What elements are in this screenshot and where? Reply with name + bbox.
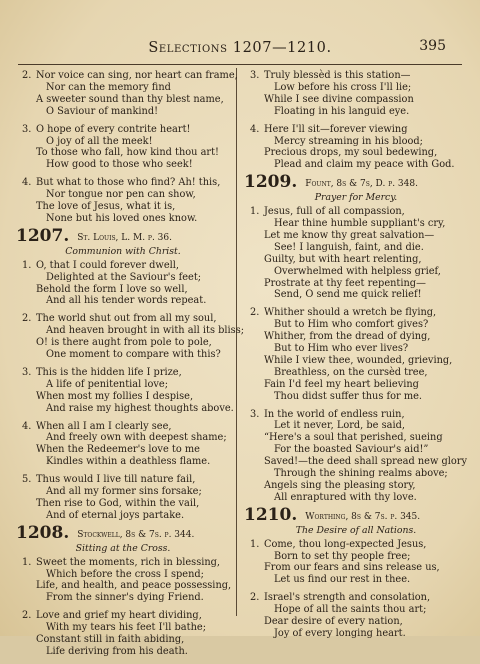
verse-text: Life, and health, and peace possessing,: [36, 580, 232, 592]
stanza: [244, 307, 468, 402]
tune-reference: Worthing, 8s & 7s. p. 345.: [305, 511, 421, 522]
verse-text: Joy of every longing heart.: [274, 627, 406, 639]
hymn-1209: [244, 172, 468, 504]
verse-text: See! I languish, faint, and die.: [274, 241, 424, 253]
verse-text: Guilty, but with heart relenting,: [264, 253, 422, 265]
verse-text: Let us find our rest in thee.: [274, 574, 411, 586]
verse-text: Here I'll sit—forever viewing: [264, 123, 408, 135]
stanza: [244, 70, 468, 118]
verse-line: [16, 456, 230, 468]
verse-line: [16, 136, 230, 148]
verse-text: Constant still in faith abiding,: [36, 634, 185, 646]
hymn-number: 1210.: [244, 504, 298, 525]
verse-line: [244, 391, 468, 403]
verse-line: [16, 313, 230, 325]
verse-text: Through the shining realms above;: [274, 468, 448, 480]
hymn-heading: [244, 172, 468, 193]
hymn-subtitle: Prayer for Mercy.: [314, 192, 398, 204]
stanza-number: 2.: [250, 592, 260, 604]
verse-text: Send, O send me quick relief!: [274, 289, 422, 301]
verse-line: [244, 456, 468, 468]
verse-line: [16, 592, 230, 604]
verse-line: [16, 432, 230, 444]
hymn-subtitle: Communion with Christ.: [65, 245, 181, 257]
verse-text: Nor tongue nor pen can show,: [46, 189, 196, 201]
verse-line: [244, 218, 468, 230]
verse-text: And of eternal joys partake.: [46, 509, 185, 521]
verse-text: O hope of every contrite heart!: [36, 123, 191, 135]
verse-line: [16, 106, 230, 118]
verse-text: But what to those who find? Ah! this,: [36, 177, 221, 189]
stanza: [16, 557, 230, 605]
tune-reference: Stockwell, 8s & 7s. p. 344.: [77, 529, 195, 540]
verse-line: [16, 147, 230, 159]
verse-text: And all my former sins forsake;: [46, 486, 202, 498]
verse-line: [244, 574, 468, 586]
stanza: [16, 124, 230, 172]
verse-text: O joy of all the meek!: [46, 135, 153, 147]
stanza-number: 4.: [22, 420, 32, 432]
verse-text: The world shut out from all my soul,: [36, 313, 217, 325]
verse-text: How good to those who seek!: [46, 159, 193, 171]
verse-line: [244, 604, 468, 616]
verse-text: Low before his cross I'll lie;: [274, 81, 412, 93]
verse-line: [16, 379, 230, 391]
verse-text: Love and grief my heart dividing,: [36, 610, 202, 622]
verse-text: For the boasted Saviour's aid!”: [274, 444, 429, 456]
verse-text: And heaven brought in with all its bliss;: [46, 325, 245, 337]
verse-text: Israel's strength and consolation,: [264, 592, 431, 604]
verse-line: [244, 444, 468, 456]
verse-text: Saved!—the deed shall spread new glory: [264, 456, 467, 468]
stanza: [16, 313, 245, 361]
verse-line: [244, 468, 468, 480]
stanza: [16, 421, 230, 469]
verse-line: [244, 355, 468, 367]
stanza-number: 3.: [22, 366, 32, 378]
verse-line: [244, 551, 468, 563]
hymn-subtitle: Sitting at the Cross.: [75, 542, 171, 554]
verse-text: All enraptured with thy love.: [274, 491, 417, 503]
verse-line: [244, 367, 468, 379]
verse-line: [16, 325, 245, 337]
verse-text: Thou didst suffer thus for me.: [274, 390, 423, 402]
verse-line: [244, 254, 468, 266]
verse-line: [244, 343, 468, 355]
verse-text: One moment to compare with this?: [46, 349, 221, 361]
verse-text: Dear desire of every nation,: [264, 616, 403, 628]
stanza-number: 2.: [250, 307, 260, 319]
tune-reference: Fount, 8s & 7s, D. p. 348.: [305, 179, 418, 190]
verse-line: [16, 94, 230, 106]
running-title: Selections 1207—1210.: [148, 40, 332, 56]
verse-line: [244, 94, 468, 106]
verse-line: [16, 189, 230, 201]
verse-text: Let me know thy great salvation—: [264, 229, 435, 241]
verse-text: Mercy streaming in his blood;: [274, 135, 423, 147]
verse-line: [16, 557, 230, 569]
verse-text: Then rise to God, within the vail,: [36, 498, 200, 509]
left-column: [16, 70, 245, 664]
stanza-number: 2.: [22, 313, 32, 325]
hymn-1208-continued: [244, 70, 468, 171]
verse-line: [16, 421, 230, 433]
verse-text: To those who fall, how kind thou art!: [36, 147, 219, 159]
verse-line: [16, 70, 238, 82]
verse-text: Thus would I live till nature fail,: [36, 474, 196, 486]
stanza: [16, 610, 230, 658]
verse-line: [16, 82, 230, 94]
verse-text: Nor can the memory find: [46, 81, 171, 93]
verse-line: [16, 177, 230, 189]
verse-text: Angels sing the pleasing story,: [264, 480, 416, 491]
stanza: [16, 366, 234, 415]
verse-text: From our fears and sins release us,: [264, 562, 440, 574]
stanza: [16, 70, 238, 118]
verse-line: [244, 147, 468, 159]
stanza-number: 3.: [250, 70, 260, 81]
stanza: [244, 124, 468, 172]
verse-line: [244, 492, 468, 504]
stanza-number: 5.: [22, 474, 32, 486]
verse-line: [244, 432, 468, 444]
hymn-heading: [244, 504, 468, 525]
stanza-number: 3.: [250, 408, 260, 420]
hymn-number: 1209.: [244, 172, 298, 193]
stanza: [16, 177, 230, 225]
verse-line: [244, 266, 468, 278]
verse-line: [16, 444, 230, 456]
verse-line: [244, 379, 468, 391]
verse-text: Life deriving from his death.: [46, 645, 188, 657]
verse-text: The love of Jesus, what it is,: [36, 201, 176, 213]
stanza-number: 4.: [22, 177, 32, 189]
verse-text: “Here's a soul that perished, sueing: [264, 432, 443, 444]
column-divider: [236, 68, 237, 616]
hymn-subtitle: The Desire of all Nations.: [295, 524, 417, 536]
verse-text: When all I am I clearly see,: [36, 420, 172, 432]
verse-line: [244, 136, 468, 148]
tune-reference: St. Louis, L. M. p. 36.: [77, 232, 172, 243]
verse-line: [244, 206, 468, 218]
verse-text: Delighted at the Saviour's feet;: [46, 271, 202, 283]
verse-line: [244, 420, 468, 432]
page-number: 395: [419, 38, 446, 54]
verse-text: Fain I'd feel my heart believing: [264, 378, 419, 390]
verse-line: [244, 278, 468, 290]
verse-line: [16, 402, 234, 415]
verse-line: [244, 124, 468, 136]
hymn-1208: [16, 522, 232, 658]
verse-text: Plead and claim my peace with God.: [274, 159, 455, 171]
stanza-number: 1.: [250, 538, 260, 550]
header-rule: [18, 64, 462, 65]
verse-text: When the Redeemer's love to me: [36, 444, 200, 456]
verse-line: [244, 106, 468, 118]
stanza-number: 2.: [22, 610, 32, 622]
verse-text: Nor voice can sing, nor heart can frame,: [36, 70, 238, 81]
verse-text: But to Him who ever lives?: [274, 343, 409, 355]
verse-line: [16, 201, 230, 213]
stanza-number: 3.: [22, 123, 32, 135]
stanza: [244, 409, 468, 504]
verse-line: [244, 230, 468, 242]
verse-line: [244, 331, 468, 343]
verse-text: Born to set thy people free;: [274, 550, 411, 562]
stanza-number: 4.: [250, 123, 260, 135]
verse-text: And all his tender words repeat.: [46, 295, 207, 307]
verse-text: None but his loved ones know.: [46, 212, 198, 224]
verse-text: Overwhelmed with helpless grief,: [274, 265, 441, 277]
stanza: [244, 539, 468, 587]
page-header: [0, 38, 480, 60]
hymn-heading: [16, 225, 230, 246]
verse-text: Come, thou long-expected Jesus,: [264, 538, 427, 550]
verse-text: Hear thine humble suppliant's cry,: [274, 217, 446, 229]
verse-line: [16, 349, 230, 361]
hymn-1210: [244, 504, 468, 640]
verse-line: [244, 616, 468, 628]
verse-text: Breathless, on the cursèd tree,: [274, 366, 428, 378]
verse-text: O! is there aught from pole to pole,: [36, 337, 212, 349]
verse-line: [16, 580, 230, 592]
verse-text: And raise my highest thoughts above.: [46, 402, 234, 414]
stanza-number: 2.: [22, 70, 32, 81]
verse-line: [244, 70, 468, 82]
verse-line: [16, 646, 230, 658]
hymn-number: 1207.: [16, 225, 70, 246]
verse-text: When most my follies I despise,: [36, 390, 194, 402]
verse-text: Kindles within a deathless flame.: [46, 456, 211, 468]
verse-text: And freely own with deepest shame;: [46, 432, 227, 444]
verse-line: [16, 159, 230, 171]
verse-line: [244, 409, 468, 421]
hymn-1206-continued: [16, 70, 238, 225]
verse-text: Truly blessèd is this station—: [264, 70, 411, 81]
verse-line: [16, 213, 230, 225]
hymn-heading: [16, 522, 230, 543]
verse-line: [244, 319, 468, 331]
verse-line: [16, 610, 230, 622]
verse-text: With my tears his feet I'll bathe;: [46, 622, 206, 634]
verse-text: A life of penitential love;: [46, 378, 169, 390]
verse-line: [244, 628, 468, 640]
verse-line: [16, 284, 230, 296]
verse-line: [16, 260, 230, 272]
right-column: [244, 70, 468, 646]
verse-line: [244, 562, 468, 574]
verse-line: [244, 159, 468, 171]
verse-line: [244, 242, 468, 254]
verse-text: Whither, from the dread of dying,: [264, 331, 431, 343]
stanza: [244, 206, 468, 301]
verse-line: [16, 124, 230, 136]
verse-line: [244, 539, 468, 551]
verse-text: O Saviour of mankind!: [46, 105, 159, 117]
verse-line: [16, 498, 230, 510]
stanza-number: 1.: [250, 206, 260, 218]
hymn-1207: [16, 225, 245, 522]
verse-text: Floating in his languid eye.: [274, 105, 410, 117]
verse-line: [244, 307, 468, 319]
verse-text: Behold the form I love so well,: [36, 283, 188, 295]
verse-text: While I see divine compassion: [264, 93, 414, 105]
verse-text: Whither should a wretch be flying,: [264, 307, 437, 319]
verse-line: [16, 486, 230, 498]
verse-text: In the world of endless ruin,: [264, 408, 405, 420]
verse-line: [16, 569, 230, 581]
verse-text: Prostrate at thy feet repenting—: [264, 277, 426, 289]
verse-line: [16, 295, 230, 307]
verse-text: From the sinner's dying Friend.: [46, 592, 204, 604]
verse-text: Sweet the moments, rich in blessing,: [36, 556, 221, 568]
stanza: [16, 474, 230, 522]
verse-text: A sweeter sound than thy blest name,: [36, 93, 224, 105]
hymn-number: 1208.: [16, 522, 70, 543]
verse-line: [16, 337, 230, 349]
verse-text: Hope of all the saints thou art;: [274, 604, 427, 616]
stanza-number: 1.: [22, 259, 32, 271]
verse-line: [16, 272, 230, 284]
verse-text: Precious drops, my soul bedewing,: [264, 147, 438, 159]
verse-text: But to Him who comfort gives?: [274, 319, 429, 331]
verse-line: [16, 367, 230, 379]
verse-line: [16, 622, 230, 634]
verse-line: [16, 510, 230, 522]
verse-line: [244, 289, 468, 301]
stanza-number: 1.: [22, 556, 32, 568]
verse-line: [244, 480, 468, 492]
verse-text: Which before the cross I spend;: [46, 568, 204, 580]
verse-text: O, that I could forever dwell,: [36, 259, 179, 271]
verse-text: This is the hidden life I prize,: [36, 366, 182, 378]
stanza: [244, 592, 468, 640]
stanza: [16, 260, 230, 308]
verse-text: While I view thee, wounded, grieving,: [264, 354, 453, 366]
verse-line: [16, 391, 230, 403]
verse-line: [244, 592, 468, 604]
verse-line: [16, 474, 230, 486]
verse-line: [244, 82, 468, 94]
verse-text: Jesus, full of all compassion,: [264, 206, 405, 218]
verse-text: Let it never, Lord, be said,: [274, 420, 405, 432]
